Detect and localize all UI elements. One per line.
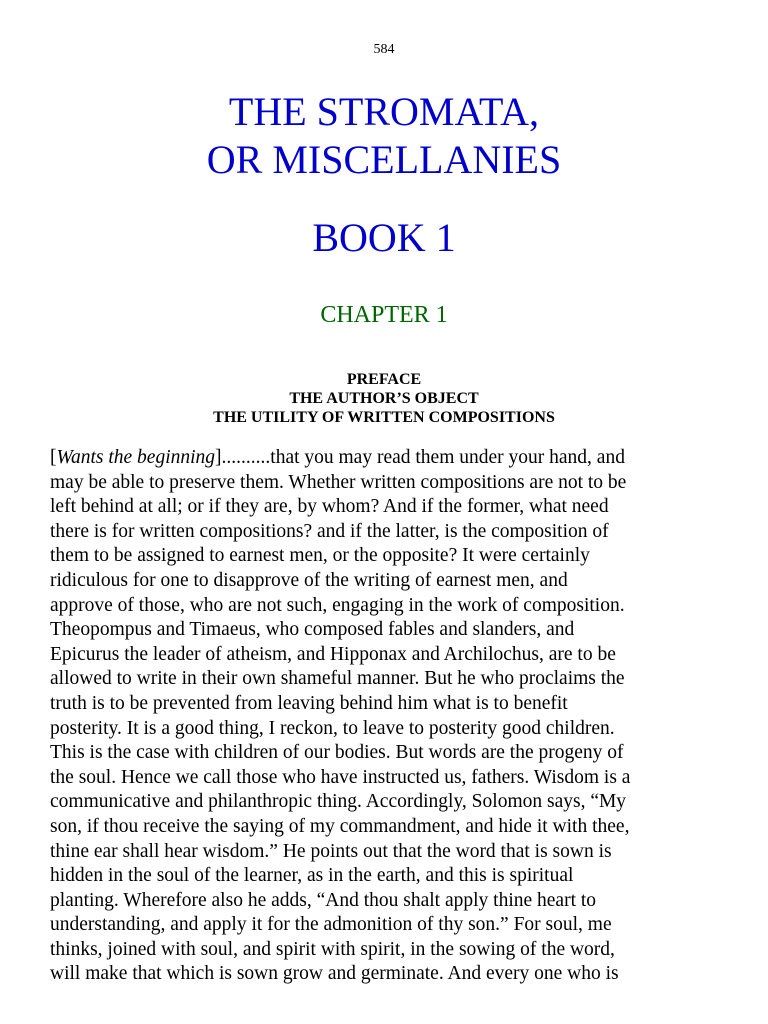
body-line (50, 446, 730, 471)
body-line: thinks, joined with soul, and spirit with spirit, in the sowing of the word, (50, 938, 615, 960)
italic-note: Wants the beginning (56, 447, 216, 468)
body-line: hidden in the soul of the learner, as in the earth, and this is spiritual (50, 865, 574, 887)
title-line-2: OR MISCELLANIES (206, 137, 562, 182)
body-line: Theopompus and Timaeus, who composed fables and slanders, and (50, 619, 575, 641)
body-line: planting. Wherefore also he adds, “And thou shalt apply thine heart to (50, 889, 597, 911)
body-line: them to be assigned to earnest men, or the opposite? It were certainly (50, 545, 590, 567)
body-line: ridiculous for one to disapprove of the writing of earnest men, and (50, 569, 568, 591)
body-line: son, if thou receive the saying of my commandment, and hide it with thee, (50, 815, 630, 837)
body-line: approve of those, who are not such, engaging in the work of composition. (50, 594, 625, 616)
body-line: there is for written compositions? and if the latter, is the composition of (50, 520, 609, 542)
body-line: communicative and philanthropic thing. Accordingly, Solomon says, “My (50, 791, 627, 813)
body-line: allowed to write in their own shameful manner. But he who proclaims the (50, 668, 625, 690)
title-line-1: THE STROMATA, (228, 89, 540, 134)
body-line: thine ear shall hear wisdom.” He points out that the word that is sown is (50, 840, 612, 862)
page-number: 584 (373, 42, 395, 57)
body-line: Epicurus the leader of atheism, and Hipponax and Archilochus, are to be (50, 643, 616, 665)
body-line: posterity. It is a good thing, I reckon, to leave to posterity good children. (50, 717, 615, 739)
document-title (0, 88, 768, 184)
book-heading: BOOK 1 (312, 215, 456, 260)
body-line: may be able to preserve them. Whether written compositions are not to be (50, 471, 627, 493)
body-line: the soul. Hence we call those who have instructed us, fathers. Wisdom is a (50, 766, 631, 788)
body-line: truth is to be prevented from leaving behind him what is to benefit (50, 692, 568, 714)
heading-utility: THE UTILITY OF WRITTEN COMPOSITIONS (213, 409, 555, 426)
body-line: left behind at all; or if they are, by whom? And if the former, what need (50, 496, 609, 518)
open-bracket: [ (50, 447, 57, 468)
chapter-heading: CHAPTER 1 (320, 302, 448, 328)
body-text (50, 446, 730, 987)
heading-preface: PREFACE (346, 371, 422, 388)
heading-authors-object: THE AUTHOR’S OBJECT (289, 390, 479, 407)
body-line: This is the case with children of our bodies. But words are the progeny of (50, 742, 624, 764)
first-line-rest: ]..........that you may read them under your hand, and (215, 447, 625, 468)
body-line: understanding, and apply it for the admonition of thy son.” For soul, me (50, 914, 612, 936)
body-line: will make that which is sown grow and germinate. And every one who is (50, 963, 619, 985)
section-headings (0, 370, 768, 427)
